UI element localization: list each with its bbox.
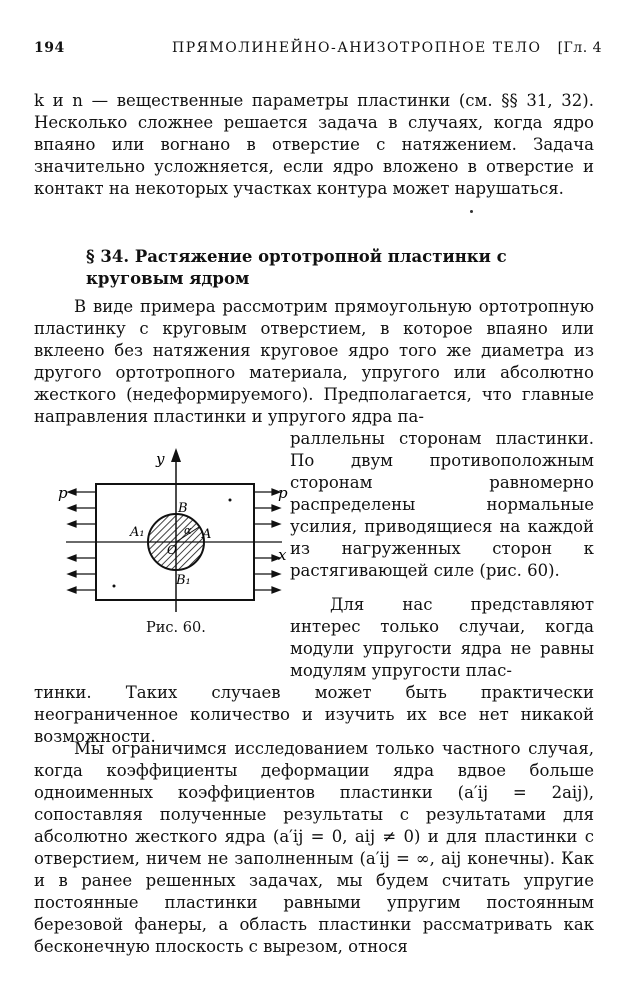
label-A1: A₁ — [130, 525, 145, 540]
section-heading: § 34. Растяжение ортотропной пластинки с круговым ядром — [86, 247, 507, 288]
label-O: O — [167, 543, 177, 557]
figure-60-diagram — [56, 444, 286, 614]
label-B1: B₁ — [176, 573, 191, 588]
label-y: y — [156, 450, 165, 468]
label-p-right: p — [278, 484, 288, 502]
running-header — [34, 40, 602, 60]
label-B: B — [178, 501, 188, 516]
running-title: ПРЯМОЛИНЕЙНО-АНИЗОТРОПНОЕ ТЕЛО — [172, 40, 542, 56]
page-number: 194 — [34, 40, 65, 56]
label-alpha: α — [184, 524, 192, 537]
paragraph-interest: Для нас представляют интерес только случаи, когда модули упругости ядра не равны модулям упругости плас- — [290, 595, 594, 680]
print-speck — [470, 210, 473, 213]
paragraph-interest-continued: тинки. Таких случаев может быть практически неограниченное количество и изучить их все нет никакой возможности. — [34, 683, 594, 746]
chapter-marker: [Гл. 4 — [557, 40, 602, 56]
paragraph-example-continued: раллельны сторонам пластинки. По двум противоположным сторонам равномерно распределены нормальные усилия, приводящиеся на каждой из нагруженных сторон к растягивающей силе (рис. 60). — [290, 429, 594, 580]
right-load-arrows — [254, 489, 280, 593]
label-x: x — [278, 546, 287, 564]
label-A: A — [202, 527, 212, 542]
label-p-left: p — [58, 484, 68, 502]
left-load-arrows — [68, 489, 96, 593]
figure-caption: Рис. 60. — [146, 620, 206, 636]
plate-dot — [113, 585, 116, 588]
y-axis-arrow — [171, 448, 181, 462]
paragraph-intro: k и n — вещественные параметры пластинки (см. §§ 31, 32). Несколько сложнее решается задача в случаях, когда ядро впаяно или вогнано в отверстие с натяжением. Задача значительно усложняется, если ядро вложено в отверстие и контакт на некоторых участках контура может нарушаться. — [34, 91, 594, 198]
paragraph-example: В виде примера рассмотрим прямоугольную ортотропную пластинку с круговым отверстием, в которое впаяно или вклеено без натяжения круговое ядро того же диаметра из другого ортотропного материала, упругого или абсолютно жесткого (недеформируемого). Предполагается, что главные направления пластинки и упругого ядра па- — [34, 297, 594, 426]
paragraph-special-case: Мы ограничимся исследованием только частного случая, когда коэффициенты деформации ядра вдвое больше одноименных коэффициентов пластинки (a′ij = 2aij), сопоставляя полученные результаты с результатами для абсолютно жесткого ядра (a′ij = 0, aij ≠ 0) и для пластинки с отверстием, ничем не заполненным (a′ij = ∞, aij конечны). Как и в ранее решенных задачах, мы будем считать упругие постоянные пластинки равными упругим постоянным березовой фанеры, а область пластинки рассматривать как бесконечную плоскость с вырезом, относя — [34, 739, 594, 956]
plate-dot — [229, 499, 232, 502]
